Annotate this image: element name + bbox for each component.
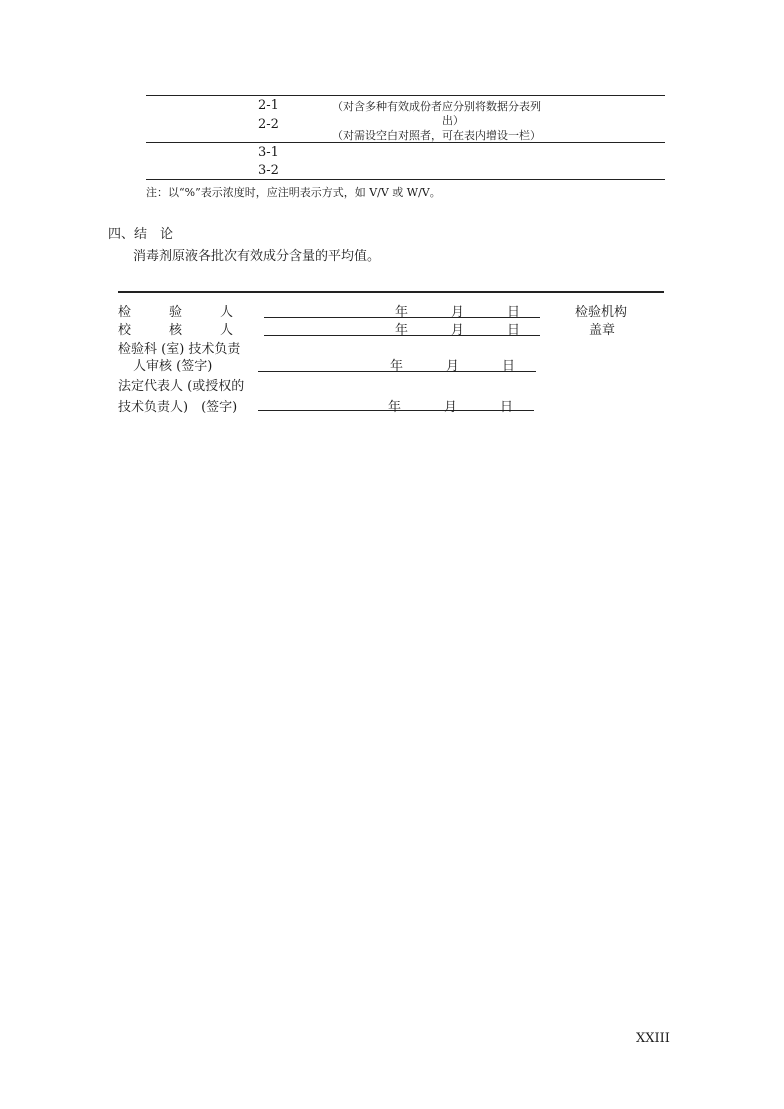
row-remark: 出） <box>442 114 464 127</box>
reviewer-label: 校 核 人 <box>118 323 238 338</box>
row-id: 3-2 <box>258 163 279 178</box>
day-label: 日 <box>507 323 521 338</box>
day-label: 日 <box>507 305 521 320</box>
tech-head-label: 检验科 (室) 技术负责 <box>118 342 241 357</box>
month-label: 月 <box>451 323 465 338</box>
seal-label: 检验机构 <box>575 305 628 320</box>
legal-rep-label: 法定代表人 (或授权的 <box>118 379 245 394</box>
month-label: 月 <box>446 359 460 374</box>
signature-top-rule <box>118 291 664 293</box>
table-note: 注：以“%”表示浓度时，应注明表示方式，如 V/V 或 W/V。 <box>146 186 441 199</box>
legal-rep-label: 技术负责人) (签字) <box>118 400 238 415</box>
seal-label: 盖章 <box>589 323 616 338</box>
page-number: XXIII <box>636 1031 670 1046</box>
row-id: 2-2 <box>258 117 279 132</box>
row-remark: （对需设空白对照者，可在表内增设一栏） <box>332 129 541 142</box>
table-top-rule <box>146 95 665 96</box>
table-mid-rule <box>146 142 665 143</box>
year-label: 年 <box>388 400 402 415</box>
row-id: 2-1 <box>258 98 279 113</box>
row-id: 3-1 <box>258 145 279 160</box>
year-label: 年 <box>395 305 409 320</box>
year-label: 年 <box>395 323 409 338</box>
section-heading: 四、结 论 <box>108 227 174 242</box>
year-label: 年 <box>390 359 404 374</box>
day-label: 日 <box>502 359 516 374</box>
row-remark: （对含多种有效成份者应分别将数据分表列 <box>332 100 541 113</box>
table-bottom-rule <box>146 179 665 180</box>
inspector-label: 检 验 人 <box>118 305 238 320</box>
conclusion-text: 消毒剂原液各批次有效成分含量的平均值。 <box>133 249 381 264</box>
tech-head-label: 人审核 (签字) <box>133 359 213 374</box>
month-label: 月 <box>451 305 465 320</box>
day-label: 日 <box>500 400 514 415</box>
month-label: 月 <box>444 400 458 415</box>
